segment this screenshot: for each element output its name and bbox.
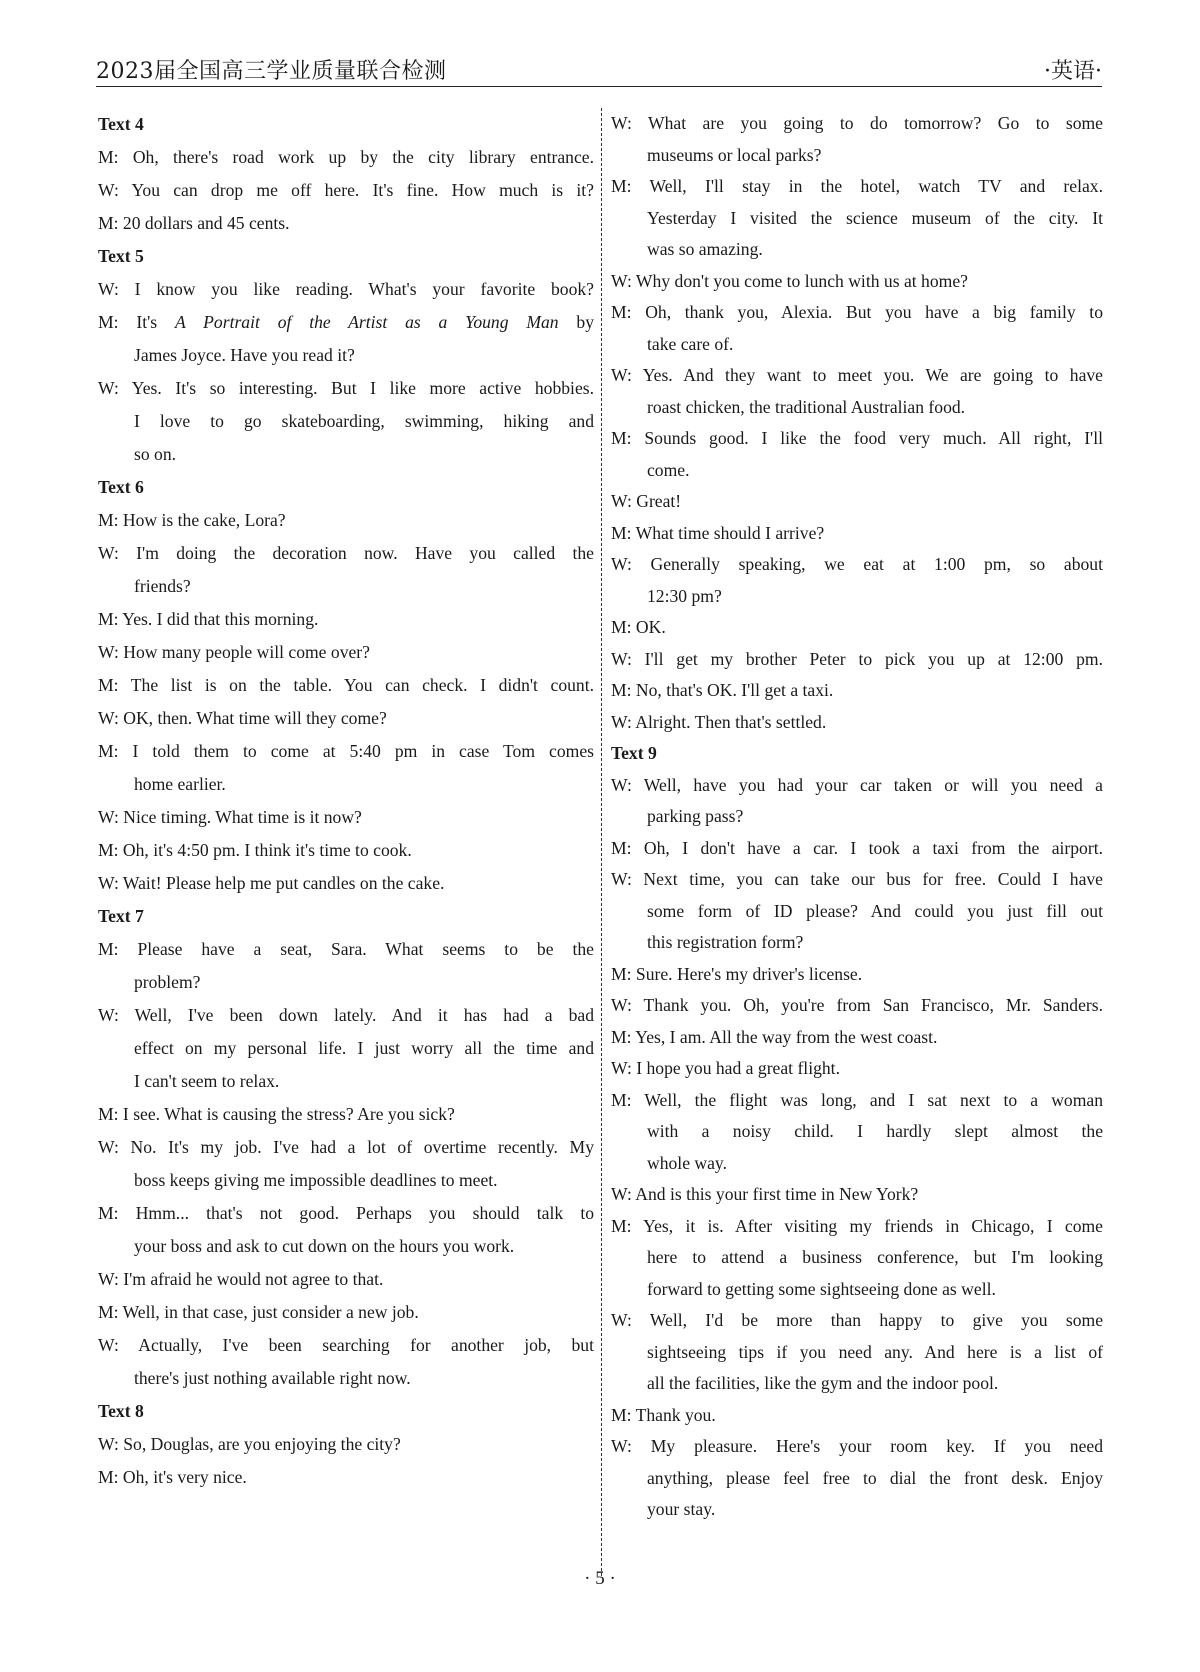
text9-line: W: Well, I'd be more than happy to give you some: [611, 1310, 1103, 1330]
text7-line: W: Actually, I've been searching for another job, but: [98, 1335, 594, 1355]
page-number: · 5 ·: [584, 1568, 616, 1589]
text8-line: W: Generally speaking, we eat at 1:00 pm, so about: [611, 554, 1103, 574]
text8-heading: Text 8: [98, 1401, 144, 1421]
text9-line: W: Thank you. Oh, you're from San Francisco, Mr. Sanders.: [611, 995, 1103, 1015]
text7-line: effect on my personal life. I just worry all the time and: [134, 1038, 594, 1058]
text9-line: your stay.: [647, 1499, 716, 1519]
text7-line: your boss and ask to cut down on the hours you work.: [134, 1236, 515, 1256]
text4-line: W: You can drop me off here. It's fine. How much is it?: [98, 180, 594, 200]
text9-line: anything, please feel free to dial the front desk. Enjoy: [647, 1467, 1103, 1488]
text8-line: come.: [647, 459, 690, 480]
text8-line: take care of.: [647, 333, 734, 354]
text8-line: was so amazing.: [647, 239, 763, 259]
text6-line: W: OK, then. What time will they come?: [98, 708, 387, 728]
text5-heading: Text 5: [98, 246, 144, 266]
text8-line: Yesterday I visited the science museum of the city. It: [647, 207, 1103, 228]
text7-line: problem?: [134, 972, 201, 992]
text9-line: W: Well, have you had your car taken or will you need a: [611, 774, 1103, 795]
text8-line: W: I'll get my brother Peter to pick you up at 12:00 pm.: [611, 648, 1103, 669]
text9-line: M: Well, the flight was long, and I sat next to a woman: [611, 1089, 1103, 1110]
text9-line: this registration form?: [647, 932, 804, 952]
text5-line: W: I know you like reading. What's your favorite book?: [98, 279, 594, 299]
text9-line: W: Next time, you can take our bus for free. Could I have: [611, 869, 1103, 889]
text8-line: M: What time should I arrive?: [611, 522, 825, 543]
text9-line: whole way.: [647, 1152, 727, 1173]
text8-line: M: OK.: [611, 617, 666, 637]
text8-line: W: Yes. And they want to meet you. We are going to have: [611, 365, 1103, 385]
text8-line: 12:30 pm?: [647, 585, 722, 606]
exam-title: 2023届全国高三学业质量联合检测: [96, 59, 447, 84]
text9-line: M: Oh, I don't have a car. I took a taxi from the airport.: [611, 837, 1103, 858]
text6-line: M: I told them to come at 5:40 pm in case Tom comes: [98, 741, 594, 761]
text6-line: W: Nice timing. What time is it now?: [98, 807, 362, 827]
text8-line: M: Sounds good. I like the food very much. All right, I'll: [611, 428, 1103, 448]
text6-line: friends?: [134, 576, 191, 596]
text9-line: forward to getting some sightseeing done as well.: [647, 1278, 996, 1299]
book-title: A Portrait of the Artist as a Young Man: [174, 312, 559, 332]
text8-line: M: No, that's OK. I'll get a taxi.: [611, 680, 834, 700]
text7-line: there's just nothing available right now.: [134, 1368, 411, 1388]
text5-line: W: Yes. It's so interesting. But I like more active hobbies.: [98, 378, 594, 398]
text6-line: M: Oh, it's 4:50 pm. I think it's time to cook.: [98, 840, 412, 860]
text5-line: I love to go skateboarding, swimming, hiking and: [134, 411, 594, 431]
text6-line: W: I'm doing the decoration now. Have you called the: [98, 543, 594, 563]
text9-line: W: I hope you had a great flight.: [611, 1058, 840, 1078]
text9-line: M: Sure. Here's my driver's license.: [611, 963, 863, 984]
text8-line: M: Oh, it's very nice.: [98, 1467, 247, 1487]
text7-line: I can't seem to relax.: [134, 1071, 280, 1091]
text7-line: W: I'm afraid he would not agree to that.: [98, 1269, 384, 1289]
text6-line: M: How is the cake, Lora?: [98, 510, 286, 530]
text4-heading: Text 4: [98, 114, 144, 134]
text6-line: W: Wait! Please help me put candles on the cake.: [98, 873, 445, 893]
text7-line: W: Well, I've been down lately. And it has had a bad: [98, 1005, 594, 1025]
left-column: [98, 108, 594, 1494]
text4-line: M: Oh, there's road work up by the city library entrance.: [98, 147, 594, 167]
text9-line: sightseeing tips if you need any. And here is a list of: [647, 1341, 1103, 1362]
text6-line: M: The list is on the table. You can check. I didn't count.: [98, 675, 594, 695]
text9-line: W: And is this your first time in New York?: [611, 1184, 919, 1204]
text8-line: W: Great!: [611, 491, 682, 511]
right-column: [611, 108, 1103, 1526]
text6-line: W: How many people will come over?: [98, 642, 370, 662]
text9-line: parking pass?: [647, 806, 744, 826]
column-divider: [601, 108, 602, 1576]
text9-line: some form of ID please? And could you just fill out: [647, 900, 1103, 921]
text7-line: M: Hmm... that's not good. Perhaps you should talk to: [98, 1203, 594, 1223]
text6-line: M: Yes. I did that this morning.: [98, 609, 319, 629]
text6-heading: Text 6: [98, 477, 144, 497]
text9-line: with a noisy child. I hardly slept almost the: [647, 1121, 1103, 1141]
text7-line: M: I see. What is causing the stress? Are you sick?: [98, 1104, 455, 1124]
text8-line: museums or local parks?: [647, 144, 822, 165]
text7-line: M: Please have a seat, Sara. What seems to be the: [98, 939, 594, 959]
text9-line: M: Thank you.: [611, 1404, 716, 1425]
text5-line: so on.: [134, 444, 177, 464]
text9-line: M: Yes, it is. After visiting my friends in Chicago, I come: [611, 1215, 1103, 1236]
text4-line: M: 20 dollars and 45 cents.: [98, 213, 290, 233]
text8-line: W: Alright. Then that's settled.: [611, 711, 827, 732]
text8-line: W: Why don't you come to lunch with us at home?: [611, 270, 968, 291]
text5-line-part: M: It's: [98, 312, 175, 332]
text7-line: W: No. It's my job. I've had a lot of overtime recently. My: [98, 1137, 594, 1157]
text8-line: W: So, Douglas, are you enjoying the city?: [98, 1434, 401, 1454]
text8-line: M: Oh, thank you, Alexia. But you have a big family to: [611, 302, 1103, 322]
text7-line: M: Well, in that case, just consider a new job.: [98, 1302, 419, 1322]
text9-line: M: Yes, I am. All the way from the west coast.: [611, 1026, 938, 1047]
text5-line: James Joyce. Have you read it?: [134, 345, 355, 365]
text9-heading: Text 9: [611, 743, 657, 763]
text9-line: here to attend a business conference, but I'm looking: [647, 1247, 1103, 1267]
text7-heading: Text 7: [98, 906, 144, 926]
text5-line-part: by: [558, 312, 595, 332]
text8-line: M: Well, I'll stay in the hotel, watch TV and relax.: [611, 176, 1103, 196]
text6-line: home earlier.: [134, 774, 226, 794]
text7-line: boss keeps giving me impossible deadlines to meet.: [134, 1170, 498, 1190]
text8-line: roast chicken, the traditional Australian food.: [647, 396, 966, 417]
page-header: [96, 52, 1102, 87]
text5-line: [98, 306, 594, 339]
text9-line: all the facilities, like the gym and the indoor pool.: [647, 1373, 999, 1393]
text8-line: W: What are you going to do tomorrow? Go to some: [611, 113, 1103, 133]
text9-line: W: My pleasure. Here's your room key. If you need: [611, 1436, 1103, 1456]
subject-label: ·英语·: [1044, 59, 1102, 84]
